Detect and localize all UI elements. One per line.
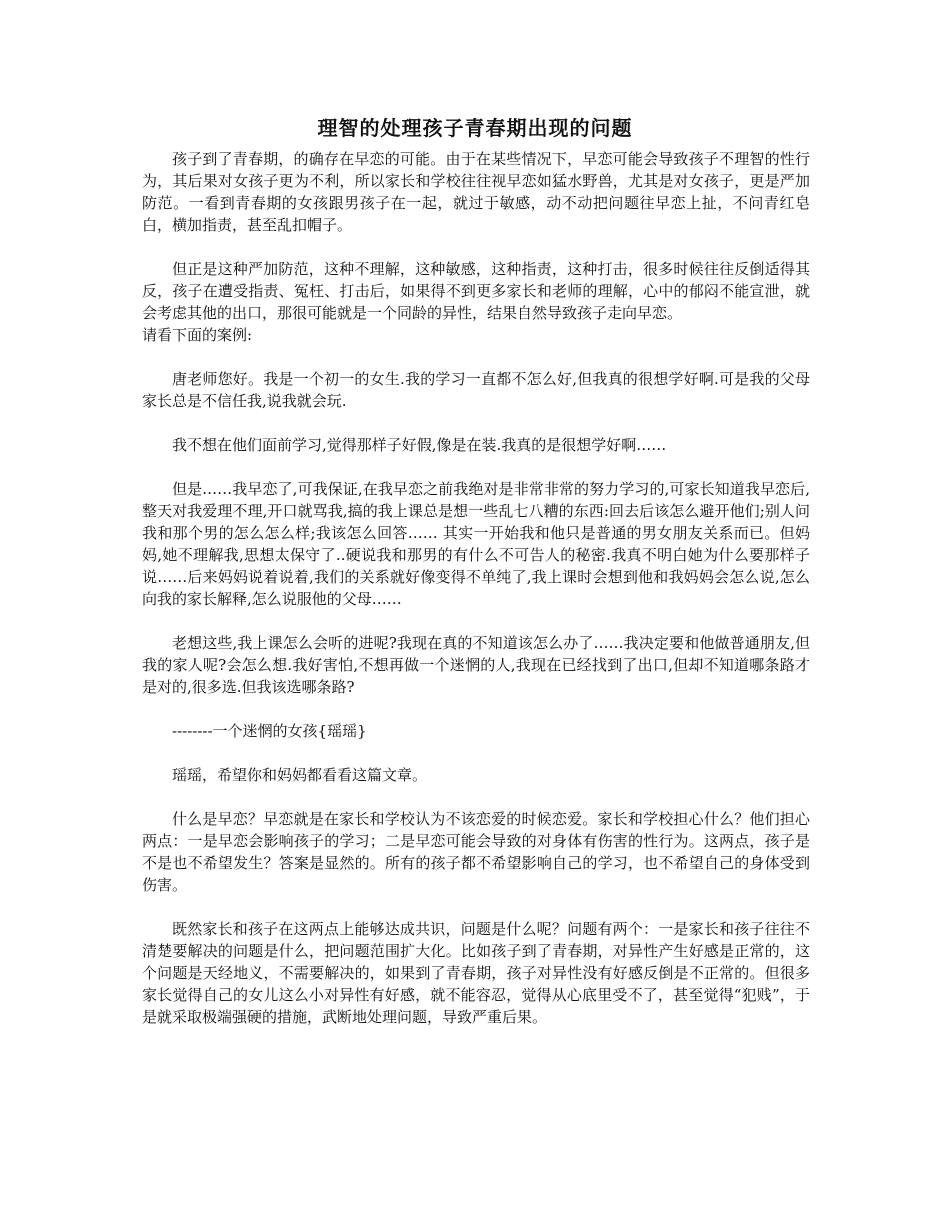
- paragraph: 请看下面的案例:: [142, 326, 253, 344]
- paragraph: 老想这些,我上课怎么会听的进呢?我现在真的不知道该怎么办了……我决定要和他做普通朋友,但我的家人呢?会怎么想.我好害怕,不想再做一个迷惘的人,我现在已经找到了出口,但却不知道哪条路才是对的,很多选.但我该选哪条路?: [142, 634, 810, 696]
- paragraph: 唐老师您好。我是一个初一的女生.我的学习一直都不怎么好,但我真的很想学好啊.可是我的父母家长总是不信任我,说我就会玩.: [142, 370, 810, 410]
- paragraph: 孩子到了青春期，的确存在早恋的可能。由于在某些情况下，早恋可能会导致孩子不理智的性行为，其后果对女孩子更为不利，所以家长和学校往往视早恋如猛水野兽，尤其是对女孩子，更是严加防范。一看到青春期的女孩跟男孩子在一起，就过于敏感，动不动把问题往早恋上扯，不问青红皂白，横加指责，甚至乱扣帽子。: [142, 150, 810, 234]
- paragraph: 我不想在他们面前学习,觉得那样子好假,像是在装.我真的是很想学好啊……: [172, 436, 667, 454]
- paragraph: 瑶瑶，希望你和妈妈都看看这篇文章。: [172, 766, 428, 784]
- document-title: 理智的处理孩子青春期出现的问题: [317, 116, 633, 140]
- paragraph: 但正是这种严加防范，这种不理解，这种敏感，这种指责，这种打击，很多时候往往反倒适得其反，孩子在遭受指责、冤枉、打击后，如果得不到更多家长和老师的理解，心中的郁闷不能宣泄，就会考虑其他的出口，那很可能就是一个同龄的异性，结果自然导致孩子走向早恋。: [142, 260, 810, 322]
- paragraph: 但是……我早恋了,可我保证,在我早恋之前我绝对是非常非常的努力学习的,可家长知道我早恋后,整天对我爱理不理,开口就骂我,搞的我上课总是想一些乱七八糟的东西:回去后该怎么避开他们;别人问我和那个男的怎么怎么样;我该怎么回答…… 其实一开始我和他只是普通的男女朋友关系而已。但妈妈,她不理解我,思想太保守了..硬说我和那男的有什么不可告人的秘密.我真不明白她为什么要那样子说……后来妈妈说着说着,我们的关系就好像变得不单纯了,我上课时会想到他和我妈妈会怎么说,怎么向我的家长解释,怎么说服他的父母……: [142, 480, 810, 608]
- signature-line: --------一个迷惘的女孩{瑶瑶}: [172, 722, 367, 740]
- document-body: [142, 148, 810, 1050]
- paragraph: 既然家长和孩子在这两点上能够达成共识，问题是什么呢？问题有两个：一是家长和孩子往往不清楚要解决的问题是什么，把问题范围扩大化。比如孩子到了青春期，对异性产生好感是正常的，这个问题是天经地义，不需要解决的，如果到了青春期，孩子对异性没有好感反倒是不正常的。但很多家长觉得自己的女儿这么小对异性有好感，就不能容忍，觉得从心底里受不了，甚至觉得“犯贱”，于是就采取极端强硬的措施，武断地处理问题，导致严重后果。: [142, 920, 810, 1026]
- paragraph: 什么是早恋？早恋就是在家长和学校认为不该恋爱的时候恋爱。家长和学校担心什么？他们担心两点：一是早恋会影响孩子的学习；二是早恋可能会导致的对身体有伤害的性行为。这两点，孩子是不是也不希望发生？答案是显然的。所有的孩子都不希望影响自己的学习，也不希望自己的身体受到伤害。: [142, 810, 810, 894]
